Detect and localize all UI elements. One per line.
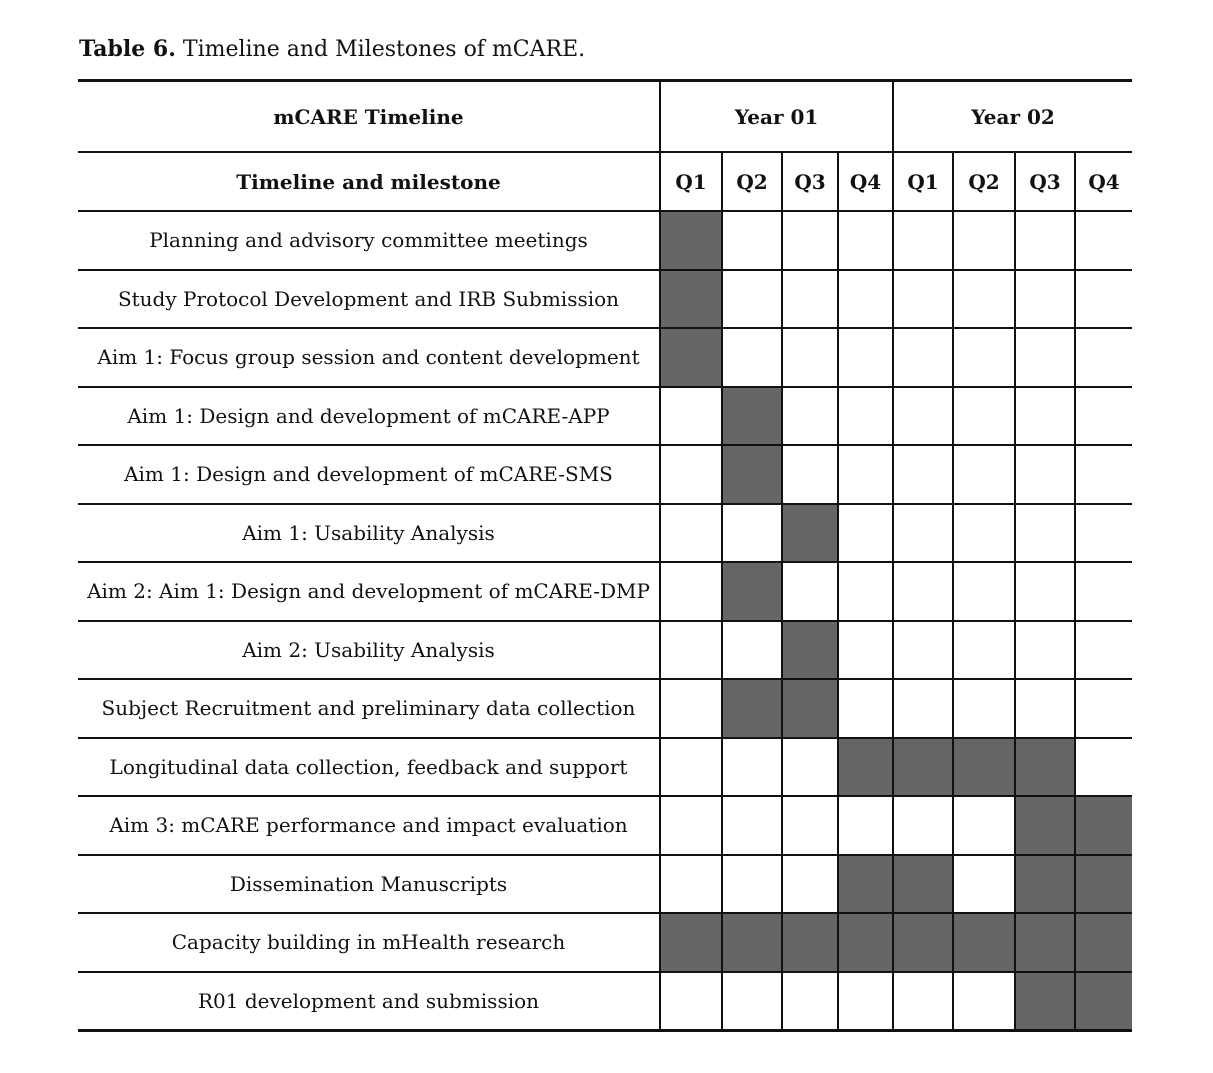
empty-quarter-cell xyxy=(953,679,1015,738)
empty-quarter-cell xyxy=(953,972,1015,1031)
empty-quarter-cell xyxy=(893,621,953,680)
empty-quarter-cell xyxy=(660,504,722,563)
active-quarter-cell xyxy=(722,387,782,446)
active-quarter-cell xyxy=(660,913,722,972)
milestone-label: Aim 1: Design and development of mCARE-SMS xyxy=(78,445,660,504)
quarter-header: Q3 xyxy=(1015,152,1075,211)
empty-quarter-cell xyxy=(782,270,838,329)
table-row xyxy=(78,913,1132,972)
table-row xyxy=(78,387,1132,446)
empty-quarter-cell xyxy=(1075,738,1132,797)
milestone-label: Dissemination Manuscripts xyxy=(78,855,660,914)
empty-quarter-cell xyxy=(722,972,782,1031)
active-quarter-cell xyxy=(1015,913,1075,972)
empty-quarter-cell xyxy=(953,270,1015,329)
active-quarter-cell xyxy=(782,679,838,738)
milestone-label: Study Protocol Development and IRB Submission xyxy=(78,270,660,329)
active-quarter-cell xyxy=(953,738,1015,797)
active-quarter-cell xyxy=(1075,913,1132,972)
empty-quarter-cell xyxy=(1075,621,1132,680)
empty-quarter-cell xyxy=(838,796,893,855)
empty-quarter-cell xyxy=(660,738,722,797)
empty-quarter-cell xyxy=(838,270,893,329)
quarter-header: Q4 xyxy=(838,152,893,211)
active-quarter-cell xyxy=(893,855,953,914)
empty-quarter-cell xyxy=(893,562,953,621)
active-quarter-cell xyxy=(1015,796,1075,855)
empty-quarter-cell xyxy=(660,621,722,680)
active-quarter-cell xyxy=(1015,855,1075,914)
active-quarter-cell xyxy=(838,913,893,972)
active-quarter-cell xyxy=(838,738,893,797)
empty-quarter-cell xyxy=(893,504,953,563)
empty-quarter-cell xyxy=(838,211,893,270)
empty-quarter-cell xyxy=(782,738,838,797)
active-quarter-cell xyxy=(722,913,782,972)
milestone-label: Subject Recruitment and preliminary data collection xyxy=(78,679,660,738)
active-quarter-cell xyxy=(893,913,953,972)
empty-quarter-cell xyxy=(838,445,893,504)
quarter-header: Q4 xyxy=(1075,152,1132,211)
table-row xyxy=(78,972,1132,1031)
active-quarter-cell xyxy=(1075,855,1132,914)
milestone-label: Aim 1: Focus group session and content development xyxy=(78,328,660,387)
empty-quarter-cell xyxy=(1015,387,1075,446)
milestone-column-header: Timeline and milestone xyxy=(78,152,660,211)
empty-quarter-cell xyxy=(722,738,782,797)
active-quarter-cell xyxy=(893,738,953,797)
empty-quarter-cell xyxy=(953,504,1015,563)
empty-quarter-cell xyxy=(782,211,838,270)
empty-quarter-cell xyxy=(660,855,722,914)
empty-quarter-cell xyxy=(953,796,1015,855)
empty-quarter-cell xyxy=(1075,211,1132,270)
table-title: mCARE Timeline xyxy=(78,81,660,153)
empty-quarter-cell xyxy=(893,972,953,1031)
table-caption xyxy=(79,36,585,62)
quarter-header: Q1 xyxy=(893,152,953,211)
empty-quarter-cell xyxy=(953,445,1015,504)
empty-quarter-cell xyxy=(953,562,1015,621)
table-row xyxy=(78,504,1132,563)
empty-quarter-cell xyxy=(660,562,722,621)
empty-quarter-cell xyxy=(722,328,782,387)
table-row xyxy=(78,796,1132,855)
empty-quarter-cell xyxy=(893,387,953,446)
milestone-label: Aim 3: mCARE performance and impact evaluation xyxy=(78,796,660,855)
empty-quarter-cell xyxy=(1075,562,1132,621)
empty-quarter-cell xyxy=(953,328,1015,387)
active-quarter-cell xyxy=(782,913,838,972)
milestone-label: R01 development and submission xyxy=(78,972,660,1031)
empty-quarter-cell xyxy=(1015,504,1075,563)
empty-quarter-cell xyxy=(782,387,838,446)
empty-quarter-cell xyxy=(1015,270,1075,329)
table-row xyxy=(78,211,1132,270)
active-quarter-cell xyxy=(722,562,782,621)
empty-quarter-cell xyxy=(722,796,782,855)
empty-quarter-cell xyxy=(1075,387,1132,446)
empty-quarter-cell xyxy=(1015,621,1075,680)
table-row xyxy=(78,738,1132,797)
empty-quarter-cell xyxy=(1015,445,1075,504)
empty-quarter-cell xyxy=(660,679,722,738)
quarter-header: Q3 xyxy=(782,152,838,211)
timeline-body xyxy=(78,211,1132,1031)
empty-quarter-cell xyxy=(1015,562,1075,621)
milestone-label: Aim 2: Aim 1: Design and development of mCARE-DMP xyxy=(78,562,660,621)
empty-quarter-cell xyxy=(838,328,893,387)
milestone-label: Aim 1: Usability Analysis xyxy=(78,504,660,563)
empty-quarter-cell xyxy=(782,445,838,504)
milestone-label: Longitudinal data collection, feedback and support xyxy=(78,738,660,797)
table-row xyxy=(78,679,1132,738)
table-row xyxy=(78,270,1132,329)
table-row xyxy=(78,855,1132,914)
active-quarter-cell xyxy=(1075,972,1132,1031)
active-quarter-cell xyxy=(1015,738,1075,797)
empty-quarter-cell xyxy=(1015,679,1075,738)
table-row xyxy=(78,621,1132,680)
empty-quarter-cell xyxy=(1075,504,1132,563)
empty-quarter-cell xyxy=(953,855,1015,914)
empty-quarter-cell xyxy=(1075,328,1132,387)
empty-quarter-cell xyxy=(893,679,953,738)
active-quarter-cell xyxy=(782,504,838,563)
milestone-label: Aim 2: Usability Analysis xyxy=(78,621,660,680)
empty-quarter-cell xyxy=(722,855,782,914)
empty-quarter-cell xyxy=(782,796,838,855)
empty-quarter-cell xyxy=(953,387,1015,446)
caption-label: Table 6. xyxy=(79,36,176,62)
empty-quarter-cell xyxy=(782,855,838,914)
empty-quarter-cell xyxy=(660,387,722,446)
table-row xyxy=(78,562,1132,621)
empty-quarter-cell xyxy=(893,328,953,387)
table-row xyxy=(78,328,1132,387)
empty-quarter-cell xyxy=(722,621,782,680)
active-quarter-cell xyxy=(722,679,782,738)
empty-quarter-cell xyxy=(893,445,953,504)
active-quarter-cell xyxy=(722,445,782,504)
active-quarter-cell xyxy=(1075,796,1132,855)
empty-quarter-cell xyxy=(953,211,1015,270)
empty-quarter-cell xyxy=(722,504,782,563)
empty-quarter-cell xyxy=(893,211,953,270)
empty-quarter-cell xyxy=(838,504,893,563)
empty-quarter-cell xyxy=(838,972,893,1031)
empty-quarter-cell xyxy=(838,679,893,738)
milestone-label: Aim 1: Design and development of mCARE-APP xyxy=(78,387,660,446)
empty-quarter-cell xyxy=(782,562,838,621)
empty-quarter-cell xyxy=(838,621,893,680)
empty-quarter-cell xyxy=(660,972,722,1031)
empty-quarter-cell xyxy=(660,445,722,504)
active-quarter-cell xyxy=(782,621,838,680)
active-quarter-cell xyxy=(1015,972,1075,1031)
empty-quarter-cell xyxy=(1015,211,1075,270)
empty-quarter-cell xyxy=(722,270,782,329)
empty-quarter-cell xyxy=(782,972,838,1031)
active-quarter-cell xyxy=(660,328,722,387)
quarter-header: Q2 xyxy=(953,152,1015,211)
year-01-header: Year 01 xyxy=(660,81,893,153)
milestone-label: Planning and advisory committee meetings xyxy=(78,211,660,270)
empty-quarter-cell xyxy=(838,387,893,446)
empty-quarter-cell xyxy=(722,211,782,270)
empty-quarter-cell xyxy=(1075,445,1132,504)
quarter-header: Q2 xyxy=(722,152,782,211)
milestone-label: Capacity building in mHealth research xyxy=(78,913,660,972)
empty-quarter-cell xyxy=(838,562,893,621)
empty-quarter-cell xyxy=(1075,270,1132,329)
active-quarter-cell xyxy=(660,211,722,270)
active-quarter-cell xyxy=(953,913,1015,972)
empty-quarter-cell xyxy=(953,621,1015,680)
quarter-header: Q1 xyxy=(660,152,722,211)
empty-quarter-cell xyxy=(893,270,953,329)
caption-text: Timeline and Milestones of mCARE. xyxy=(182,37,586,62)
active-quarter-cell xyxy=(660,270,722,329)
empty-quarter-cell xyxy=(660,796,722,855)
empty-quarter-cell xyxy=(782,328,838,387)
year-02-header: Year 02 xyxy=(893,81,1132,153)
table-row xyxy=(78,445,1132,504)
timeline-table xyxy=(78,79,1132,1032)
active-quarter-cell xyxy=(838,855,893,914)
empty-quarter-cell xyxy=(1075,679,1132,738)
empty-quarter-cell xyxy=(1015,328,1075,387)
empty-quarter-cell xyxy=(893,796,953,855)
